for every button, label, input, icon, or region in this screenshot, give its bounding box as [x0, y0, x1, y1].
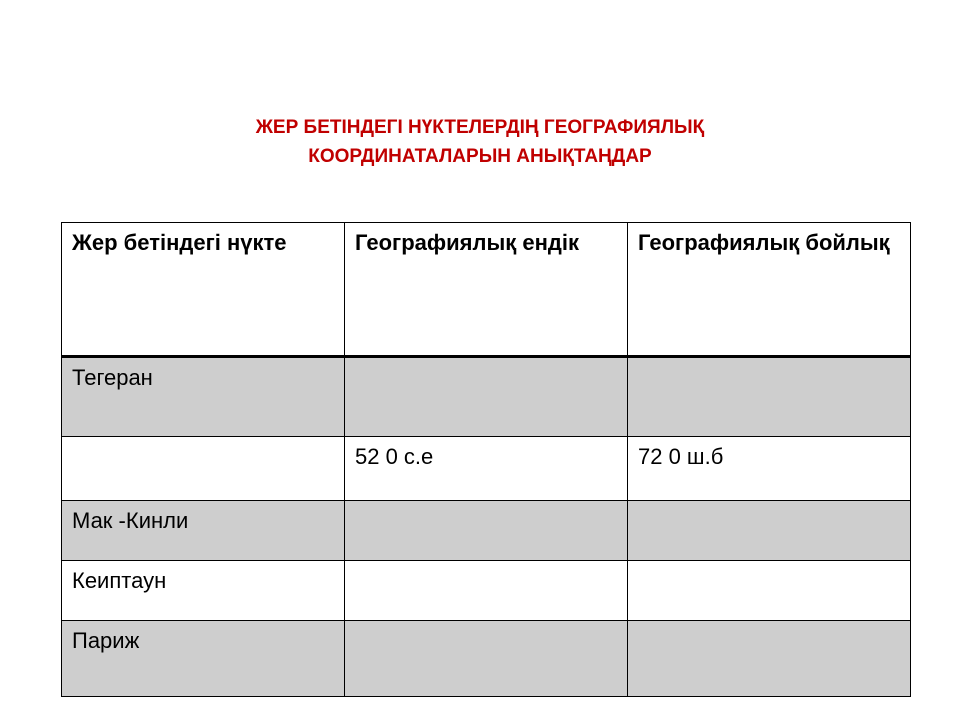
cell-longitude [628, 561, 911, 621]
cell-longitude [628, 357, 911, 437]
cell-latitude [345, 357, 628, 437]
header-longitude: Географиялық бойлық [628, 223, 911, 357]
table-row [62, 501, 911, 561]
table-row [62, 357, 911, 437]
cell-point: Тегеран [62, 357, 345, 437]
cell-latitude [345, 621, 628, 697]
slide-title-line-2: КООРДИНАТАЛАРЫН АНЫҚТАҢДАР [308, 146, 652, 167]
cell-point: Мак -Кинли [62, 501, 345, 561]
cell-latitude [345, 501, 628, 561]
table-row [62, 561, 911, 621]
cell-latitude: 52 0 с.е [345, 437, 628, 501]
cell-point [62, 437, 345, 501]
table-row [62, 621, 911, 697]
table-row [62, 437, 911, 501]
cell-longitude [628, 501, 911, 561]
slide-title-line-1: ЖЕР БЕТІНДЕГІ НҮКТЕЛЕРДІҢ ГЕОГРАФИЯЛЫҚ [255, 117, 705, 138]
header-point: Жер бетіндегі нүкте [62, 223, 345, 357]
coordinates-table [61, 222, 911, 697]
cell-point: Кеиптаун [62, 561, 345, 621]
cell-latitude [345, 561, 628, 621]
table-header-row [62, 223, 911, 357]
cell-longitude: 72 0 ш.б [628, 437, 911, 501]
cell-point: Париж [62, 621, 345, 697]
header-latitude: Географиялық ендік [345, 223, 628, 357]
slide-title [0, 113, 960, 171]
cell-longitude [628, 621, 911, 697]
